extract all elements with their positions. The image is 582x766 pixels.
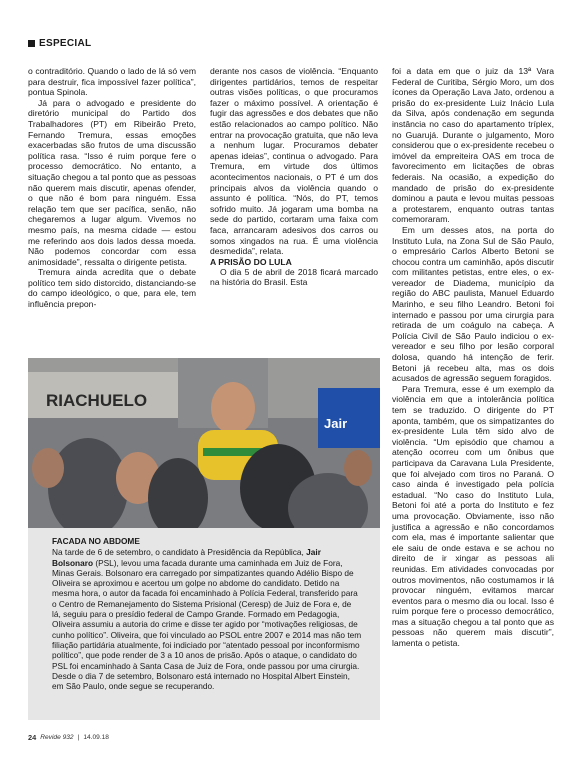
subhead-prisao-lula: A PRISÃO DO LULA [210,256,292,267]
caption-text-intro: Na tarde de 6 de setembro, o candidato à Presidência da República, [52,547,304,558]
section-title: ESPECIAL [39,38,92,49]
article-column-3 [392,66,554,649]
article-column-2 [210,66,378,288]
section-label [28,38,91,49]
col1-paragraph-3: Tremura ainda acredita que o debate político tem sido distorcido, distanciando-se do campo ideológico, o que, para ele, tem influência prepon- [28,267,196,310]
col2-paragraph-1: derante nos casos de violência. “Enquanto dirigentes partidários, temos de respeitar outras visões políticas, o que procuramos fazer o máximo possível. A orientação é fugir das agressões e dos debates que não estão relacionados ao campo político. Não entrar na provocação gratuita, que não leva a nenhum lugar. Procuramos debater apenas ideias”, continua o advogado. Para Tremura, em virtude dos últimos acontecimentos nacionais, o PT é um dos principais alvos da violência quando o assunto é política. “Nós, do PT, temos sofrido muito. Já jogaram uma bomba na sede do partido, cortaram uma faixa com faca, arrancaram adesivos dos carros ou somos xingados na rua. É uma violência desmedida”, relata. [210,66,378,257]
col1-paragraph-1: o contraditório. Quando o lado de lá só vem para destruir, fica impossível fazer política”, pontua Spinola. [28,66,196,98]
news-photo [28,358,380,528]
caption-title: FACADA NO ABDOME [52,536,140,546]
col3-paragraph-1: foi a data em que o juiz da 13ª Vara Federal de Curitiba, Sérgio Moro, um dos ícones da Operação Lava Jato, ordenou a prisão do ex-presidente Luiz Inácio Lula da Silva, após condenação em segunda instância no caso do apartamento tríplex, no Guarujá. Durante o julgamento, Moro considerou que o ex-presidente recebeu o imóvel da empreiteira OAS em troca de favorecimento em licitações de obras federais. Na ocasião, a expedição do mandado de prisão do ex-presidente dominou a pauta e levou muitas pessoas a protestarem, enquanto outras tantas comemoraram. [392,66,554,225]
col3-paragraph-2: Em um desses atos, na porta do Instituto Lula, na Zona Sul de São Paulo, o empresário Carlos Alberto Betoni se chocou contra um caminhão, após discutir com militantes petistas, entre eles, o ex-vereador de Diadema, município da região do ABC paulista, Manuel Eduardo Marinho, e seu filho Leandro. Betoni foi internado e passou por uma cirurgia para retirada de um coágulo na cabeça. A Polícia Civil de São Paulo indiciou o ex-vereador e seu filho por lesão corporal dolosa, quando há intenção de ferir. Betoni já recebeu alta, mas os dois acusados de agressão seguem foragidos. [392,224,554,384]
col3-paragraph-3: Para Tremura, esse é um exemplo da violência em que a intolerância política tem se traduzido. O dirigente do PT aponta, também, que os simpatizantes do ex-presidente Lula têm sido alvo de violência. “Um episódio que chamou a atenção ocorreu com um ônibus que participava da Caravana Lula Presidente, que foi alvejado com tiros no Paraná. O caso ainda é investigado pela polícia estadual. “No caso do Instituto Lula, Betoni foi até a porta do Instituto e fez uma provocação. Obviamente, isso não justifica a agressão e não concordamos com ela, mas é importante salientar que ele saiu de onde estava e se achou no direito de ir xingar as pessoas ali reunidas. Em atividades convocadas por outros movimentos, não costumamos ir lá provocar ninguém, evitamos marcar eventos para o mesmo dia ou local. Isso é ruim porque fere o processo democrático, mas a situação chegou a tal ponto que as pessoas não querem mais discutir”, lamenta o petista. [392,383,554,649]
article-column-1 [28,66,196,310]
section-square-icon [28,40,35,47]
storefront-sign: RIACHUELO [46,391,148,410]
issue-date: 14.09.18 [83,734,109,741]
footer-separator: | [77,734,80,741]
page-footer [28,733,109,742]
protest-sign: Jair [324,416,348,431]
caption-body [52,547,362,691]
photo-caption [52,536,362,691]
magazine-name: Revide 932 [40,734,74,741]
page-number: 24 [28,733,37,742]
caption-bold-name: Jair Bolsonaro [52,547,321,568]
caption-text-body: (PSL), levou uma facada durante uma caminhada em Juiz de Fora, Minas Gerais. Bolsonaro era carregado por simpatizantes quando Adélio Bispo de Oliveira se aproximou e acertou um golpe no abdome do candidato. Detido na mesma hora, o autor da facada foi encaminhado à Polícia Federal, transferido para o Centro de Remanejamento do Sistema Prisional (Ceresp) de Juiz de Fora e, de lá, seguiu para o presídio federal de Campo Grande. Formado em Pedagogia, Oliveira assumiu a autoria do crime e disse ter agido por “motivações religiosas, de cunho político”. Oliveira, que foi vinculado ao PSOL entre 2007 e 2014 mas não tem filiação partidária atualmente, foi indiciado por “atentado pessoal por inconformismo político”, que pode render de 3 a 10 anos de prisão. Após o ataque, o candidato do PSL foi encaminhado à Santa Casa de Juiz de Fora, onde passou por uma cirurgia. Desde o dia 7 de setembro, Bolsonaro está internado no Hospital Albert Einstein, em São Paulo, onde segue se recuperando. [52,557,362,692]
col2-paragraph-2: O dia 5 de abril de 2018 ficará marcado na história do Brasil. Esta [210,266,378,288]
photo-illustration [28,358,380,528]
col1-paragraph-2: Já para o advogado e presidente do diretório municipal do Partido dos Trabalhadores (PT) em Ribeirão Preto, Fernando Tremura, essas emoções exacerbadas são frutos de uma discussão política rasa. “Isso é ruim porque fere o processo democrático. No entanto, a situação chegou a tal ponto que as pessoas não querem mais discutir, apenas ofender, o que não é bom para ninguém. Essa relação tem que ser pacífica, senão, não chegaremos a lugar algum. Vivemos no mesmo país, na mesma cidade — estou me referindo aos dois lados dessa moeda. Não podemos concordar com essa animosidade”, ressalta o dirigente petista. [28,97,196,267]
